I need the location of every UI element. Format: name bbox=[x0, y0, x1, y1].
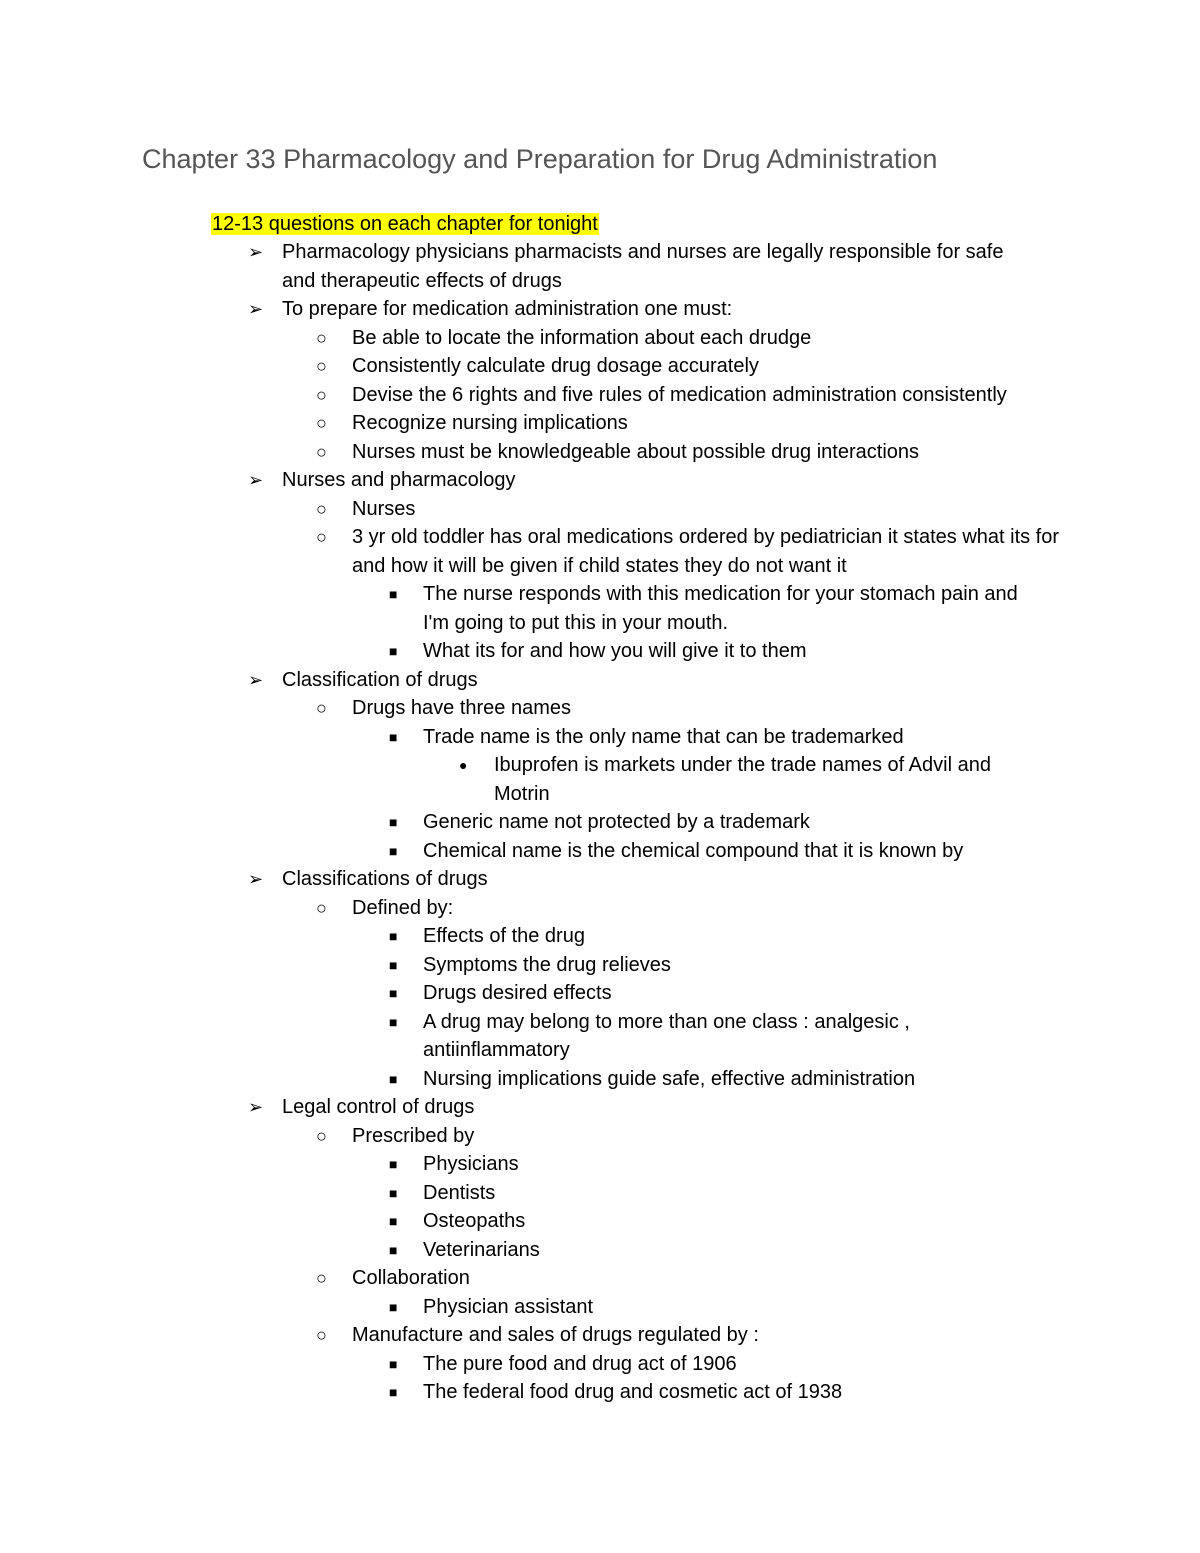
square-bullet-icon: ■ bbox=[389, 814, 398, 830]
list-item bbox=[0, 1293, 1033, 1322]
square-bullet-icon: ■ bbox=[389, 1355, 398, 1372]
hollow-circle-bullet-icon: ○ bbox=[316, 698, 327, 718]
list-item bbox=[0, 1179, 1033, 1208]
square-bullet-icon: ■ bbox=[389, 1298, 398, 1315]
list-item-text: A drug may belong to more than one class : analgesic , antiinflammatory bbox=[423, 1010, 910, 1061]
list-item-text: Classification of drugs bbox=[282, 668, 478, 691]
list-item-text: Symptoms the drug relieves bbox=[423, 953, 671, 976]
square-bullet-icon: ■ bbox=[389, 1184, 398, 1201]
list-item-text: Pharmacology physicians pharmacists and nurses are legally responsible for safe and therapeutic effects of drugs bbox=[282, 241, 1004, 292]
list-item-text: Osteopaths bbox=[423, 1210, 526, 1232]
list-item bbox=[0, 694, 1062, 723]
arrow-bullet-icon: ➢ bbox=[248, 1097, 264, 1117]
hollow-circle-bullet-icon: ○ bbox=[316, 441, 327, 462]
list-item bbox=[0, 324, 1062, 353]
arrow-bullet-icon: ➢ bbox=[248, 669, 264, 690]
list-item-text: Physician assistant bbox=[423, 1295, 594, 1318]
list-item-text: Consistently calculate drug dosage accurately bbox=[352, 355, 759, 377]
square-bullet-icon: ■ bbox=[389, 842, 398, 859]
list-item bbox=[0, 666, 1032, 695]
list-item-text: Trade name is the only name that can be trademarked bbox=[423, 725, 904, 748]
hollow-circle-bullet-icon: ○ bbox=[316, 384, 327, 405]
arrow-bullet-icon: ➢ bbox=[248, 299, 264, 319]
list-item bbox=[0, 1122, 1062, 1151]
list-item-text: Be able to locate the information about each drudge bbox=[352, 326, 812, 349]
document-title: Chapter 33 Pharmacology and Preparation for Drug Administration bbox=[142, 144, 938, 174]
list-item-text: Effects of the drug bbox=[423, 925, 585, 947]
list-item-text: 3 yr old toddler has oral medications ordered by pediatrician it states what its for and how it will be given if child states they do not want it bbox=[352, 526, 1060, 577]
list-item-text: Veterinarians bbox=[423, 1238, 540, 1261]
list-item bbox=[0, 1378, 1033, 1407]
list-item bbox=[0, 865, 1032, 894]
square-bullet-icon: ■ bbox=[389, 1013, 398, 1030]
list-item-text: Devise the 6 rights and five rules of medication administration consistently bbox=[352, 383, 1007, 406]
highlighted-note-text: 12-13 questions on each chapter for tonight bbox=[212, 213, 598, 235]
square-bullet-icon: ■ bbox=[389, 1241, 398, 1258]
square-bullet-icon: ■ bbox=[389, 985, 398, 1001]
square-bullet-icon: ■ bbox=[389, 728, 398, 745]
list-item-text: Drugs desired effects bbox=[423, 982, 612, 1004]
list-item-text: Legal control of drugs bbox=[282, 1096, 475, 1118]
list-item-text: The pure food and drug act of 1906 bbox=[423, 1352, 737, 1375]
square-bullet-icon: ■ bbox=[389, 928, 398, 944]
list-item bbox=[0, 580, 1033, 637]
list-item-text: Nursing implications guide safe, effective administration bbox=[423, 1067, 916, 1090]
hollow-circle-bullet-icon: ○ bbox=[316, 1325, 327, 1345]
list-item bbox=[0, 1321, 1062, 1350]
list-item bbox=[0, 495, 1062, 524]
list-item bbox=[0, 951, 1033, 980]
list-item bbox=[0, 295, 1032, 324]
hollow-circle-bullet-icon: ○ bbox=[316, 327, 327, 348]
list-item-text: Defined by: bbox=[352, 896, 454, 919]
list-item-text: Nurses and pharmacology bbox=[282, 469, 516, 491]
square-bullet-icon: ■ bbox=[389, 643, 398, 659]
list-item-text: To prepare for medication administration one must: bbox=[282, 298, 733, 320]
list-item-text: The federal food drug and cosmetic act of 1938 bbox=[423, 1381, 843, 1403]
list-item-text: Manufacture and sales of drugs regulated by : bbox=[352, 1324, 759, 1346]
list-item bbox=[0, 979, 1033, 1008]
hollow-circle-bullet-icon: ○ bbox=[316, 527, 327, 547]
list-item bbox=[0, 238, 1032, 295]
list-item bbox=[0, 922, 1033, 951]
list-item-text: Physicians bbox=[423, 1153, 519, 1175]
hollow-circle-bullet-icon: ○ bbox=[316, 498, 327, 519]
list-item-text: Drugs have three names bbox=[352, 697, 572, 719]
square-bullet-icon: ■ bbox=[389, 586, 398, 602]
list-item-text: Generic name not protected by a trademark bbox=[423, 811, 810, 833]
hollow-circle-bullet-icon: ○ bbox=[316, 356, 327, 376]
list-item-text: Nurses bbox=[352, 497, 416, 520]
list-item bbox=[0, 1236, 1033, 1265]
square-bullet-icon: ■ bbox=[389, 1213, 398, 1229]
list-item bbox=[0, 1065, 1033, 1094]
list-item-text: Collaboration bbox=[352, 1267, 470, 1289]
list-item bbox=[0, 751, 1044, 808]
arrow-bullet-icon: ➢ bbox=[248, 869, 264, 889]
list-item bbox=[0, 523, 1062, 580]
list-item bbox=[0, 1207, 1033, 1236]
filled-circle-bullet-icon: ● bbox=[459, 757, 468, 773]
list-item bbox=[0, 466, 1032, 495]
hollow-circle-bullet-icon: ○ bbox=[316, 897, 327, 918]
list-item bbox=[0, 1264, 1062, 1293]
list-item bbox=[0, 637, 1033, 666]
list-item bbox=[0, 352, 1062, 381]
list-item-text: Classifications of drugs bbox=[282, 868, 488, 890]
square-bullet-icon: ■ bbox=[389, 956, 398, 973]
arrow-bullet-icon: ➢ bbox=[248, 470, 264, 490]
list-item bbox=[0, 723, 1033, 752]
list-item bbox=[0, 381, 1062, 410]
list-item-text: What its for and how you will give it to them bbox=[423, 640, 807, 662]
list-item bbox=[0, 894, 1062, 923]
list-item bbox=[0, 808, 1033, 837]
list-item-text: Ibuprofen is markets under the trade names of Advil and Motrin bbox=[494, 754, 991, 805]
hollow-circle-bullet-icon: ○ bbox=[316, 413, 327, 433]
list-item bbox=[0, 1150, 1033, 1179]
highlighted-note bbox=[211, 211, 599, 237]
list-item-text: Chemical name is the chemical compound that it is known by bbox=[423, 839, 964, 862]
list-item bbox=[0, 837, 1033, 866]
square-bullet-icon: ■ bbox=[389, 1156, 398, 1172]
square-bullet-icon: ■ bbox=[389, 1070, 398, 1087]
list-item-text: The nurse responds with this medication for your stomach pain and I'm going to put this in your mouth. bbox=[423, 583, 1018, 634]
arrow-bullet-icon: ➢ bbox=[248, 242, 264, 262]
hollow-circle-bullet-icon: ○ bbox=[316, 1268, 327, 1288]
list-item bbox=[0, 1093, 1032, 1122]
list-item-text: Prescribed by bbox=[352, 1124, 475, 1147]
list-item bbox=[0, 409, 1062, 438]
list-item bbox=[0, 438, 1062, 467]
list-item-text: Nurses must be knowledgeable about possible drug interactions bbox=[352, 440, 920, 463]
list-item-text: Recognize nursing implications bbox=[352, 412, 628, 434]
list-item bbox=[0, 1008, 1033, 1065]
notes-outline bbox=[0, 238, 1200, 1407]
list-item-text: Dentists bbox=[423, 1181, 496, 1204]
list-item bbox=[0, 1350, 1033, 1379]
hollow-circle-bullet-icon: ○ bbox=[316, 1125, 327, 1146]
square-bullet-icon: ■ bbox=[389, 1384, 398, 1400]
